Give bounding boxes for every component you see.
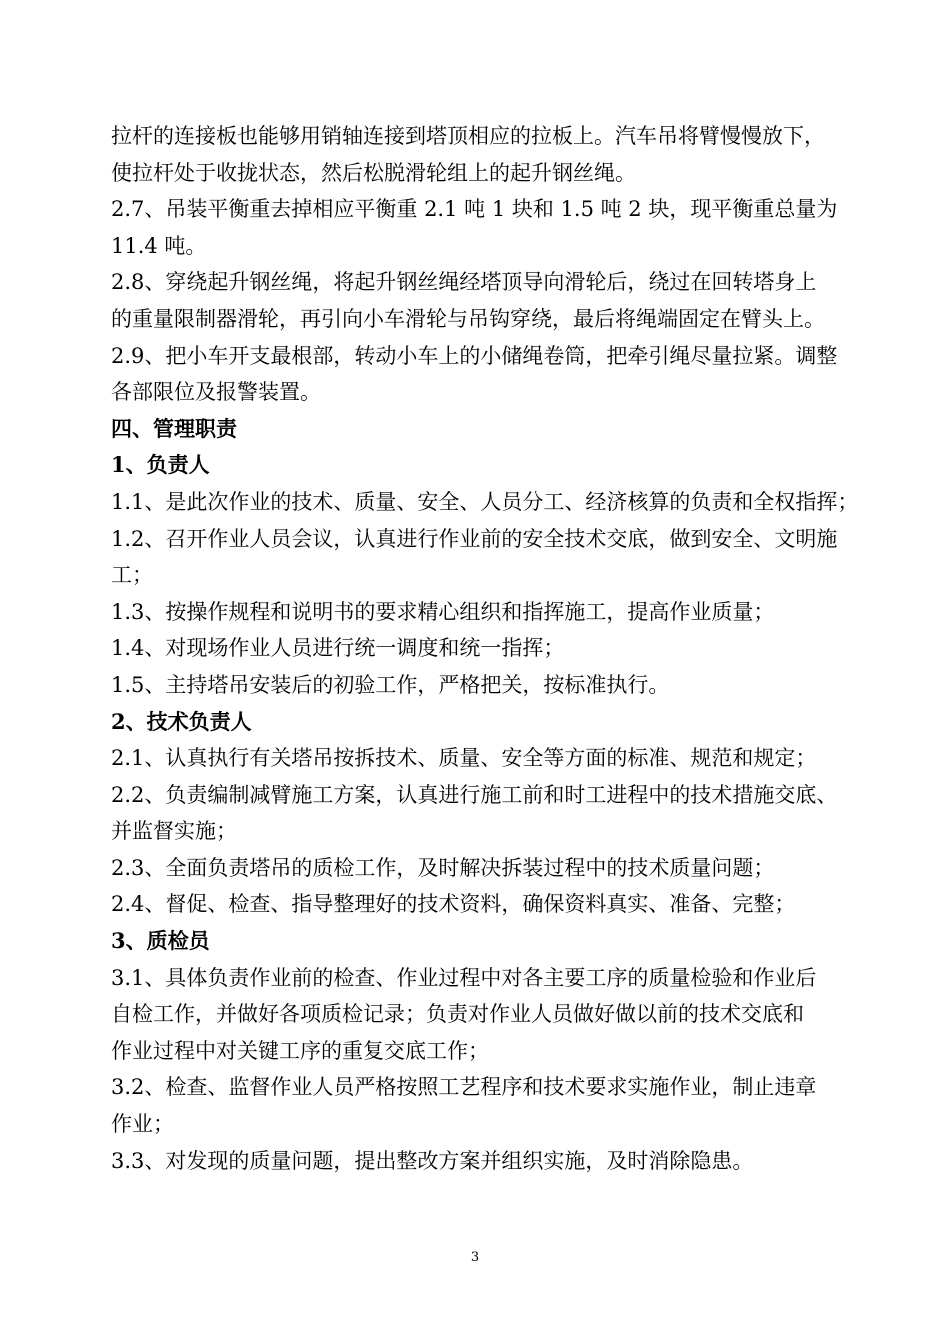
paragraph-line: 3.1、具体负责作业前的检查、作业过程中对各主要工序的质量检验和作业后 xyxy=(111,965,817,990)
paragraph-line: 作业； xyxy=(111,1112,174,1137)
paragraph-line: 作业过程中对关键工序的重复交底工作； xyxy=(111,1038,489,1063)
paragraph-line: 使拉杆处于收拢状态，然后松脱滑轮组上的起升钢丝绳。 xyxy=(111,160,636,185)
page-number: 3 xyxy=(470,1250,480,1265)
paragraph-line: 2.8、穿绕起升钢丝绳，将起升钢丝绳经塔顶导向滑轮后，绕过在回转塔身上 xyxy=(111,270,817,295)
paragraph-line: 工； xyxy=(111,563,153,588)
subsection-heading: 3、质检员 xyxy=(111,928,210,954)
paragraph-line: 2.2、负责编制减臂施工方案，认真进行施工前和时工进程中的技术措施交底、 xyxy=(111,782,838,807)
paragraph-line: 1.4、对现场作业人员进行统一调度和统一指挥； xyxy=(111,636,565,661)
paragraph-line: 11.4 吨。 xyxy=(111,233,207,258)
paragraph-line: 的重量限制器滑轮，再引向小车滑轮与吊钩穿绕，最后将绳端固定在臂头上。 xyxy=(111,306,825,331)
paragraph-line: 2.1、认真执行有关塔吊按拆技术、质量、安全等方面的标准、规范和规定； xyxy=(111,746,817,771)
paragraph-line: 拉杆的连接板也能够用销轴连接到塔顶相应的拉板上。汽车吊将臂慢慢放下， xyxy=(111,124,825,148)
paragraph-line: 1.3、按操作规程和说明书的要求精心组织和指挥施工，提高作业质量； xyxy=(111,599,775,624)
section-heading: 四、管理职责 xyxy=(111,415,237,441)
paragraph-line: 自检工作，并做好各项质检记录；负责对作业人员做好做以前的技术交底和 xyxy=(111,1002,804,1027)
paragraph-line: 2.3、全面负责塔吊的质检工作，及时解决拆装过程中的技术质量问题； xyxy=(111,855,775,880)
paragraph-line: 2.7、吊装平衡重去掉相应平衡重 2.1 吨 1 块和 1.5 吨 2 块，现平衡重总量为 xyxy=(111,197,838,222)
paragraph-line: 3.3、对发现的质量问题，提出整改方案并组织实施，及时消除隐患。 xyxy=(111,1148,754,1173)
paragraph-line: 1.5、主持塔吊安装后的初验工作，严格把关，按标准执行。 xyxy=(111,672,670,697)
paragraph-line: 3.2、检查、监督作业人员严格按照工艺程序和技术要求实施作业，制止违章 xyxy=(111,1075,817,1100)
paragraph-line: 1.2、召开作业人员会议，认真进行作业前的安全技术交底，做到安全、文明施 xyxy=(111,526,838,551)
subsection-heading: 1、负责人 xyxy=(111,452,210,478)
paragraph-line: 各部限位及报警装置。 xyxy=(111,380,321,405)
document-body xyxy=(111,118,859,1179)
paragraph-line: 1.1、是此次作业的技术、质量、安全、人员分工、经济核算的负责和全权指挥； xyxy=(111,489,859,514)
subsection-heading: 2、技术负责人 xyxy=(111,708,252,734)
paragraph-line: 并监督实施； xyxy=(111,819,237,844)
paragraph-line: 2.9、把小车开支最根部，转动小车上的小储绳卷筒，把牵引绳尽量拉紧。调整 xyxy=(111,343,838,368)
paragraph-line: 2.4、督促、检查、指导整理好的技术资料，确保资料真实、准备、完整； xyxy=(111,892,796,917)
